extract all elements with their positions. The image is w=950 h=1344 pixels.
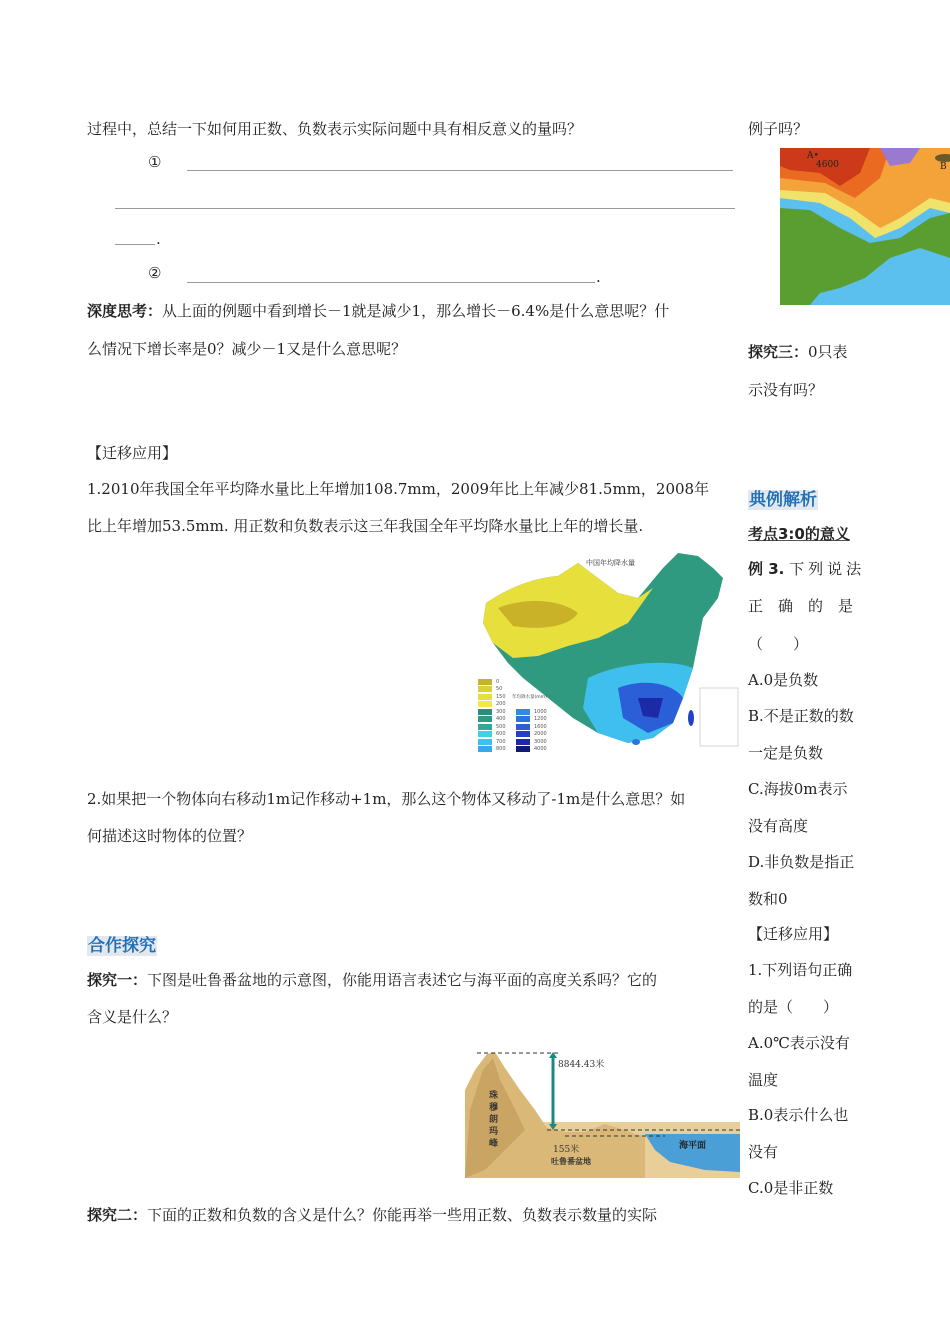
- example-3-line-2: 正 确 的 是: [748, 597, 854, 615]
- explore-2-line-1: [87, 1204, 657, 1225]
- intro-question: 过程中，总结一下如何用正数、负数表示实际问题中具有相反意义的量吗？: [87, 120, 583, 138]
- example-3-answer-paren: （ ）: [748, 635, 809, 653]
- ex3-option-line: A.0是负数: [748, 671, 819, 689]
- sea-level-label: 海平面: [679, 1141, 707, 1151]
- point-a-value: 4600: [816, 160, 839, 170]
- blank1-period: .: [156, 230, 161, 248]
- topographic-map: [780, 148, 950, 305]
- legend-item: 50: [478, 686, 506, 694]
- explore-1-line-1: [87, 969, 657, 990]
- rain-map-title: 中国年均降水量: [586, 559, 635, 567]
- peak-label: 珠穆朗玛峰: [489, 1091, 499, 1149]
- transfer-q1-line-1: 1.下列语句正确: [748, 961, 853, 979]
- example-question-tail: 例子吗？: [748, 120, 809, 138]
- ex3-option-line: 数和0: [748, 890, 788, 908]
- legend-item: 400: [478, 716, 506, 724]
- question-2-line-2: 何描述这时物体的位置？: [87, 827, 253, 845]
- legend-item: 300: [478, 708, 506, 716]
- examples-heading: [748, 485, 818, 510]
- explore-1-label: 探究一：: [87, 971, 148, 989]
- deep-think-line-2: 么情况下增长率是0？减少－1又是什么意思呢？: [87, 340, 407, 358]
- turpan-elevation-figure: [465, 1050, 740, 1178]
- t1-option-line: B.0表示什么也: [748, 1106, 849, 1124]
- topic-heading: [748, 523, 850, 544]
- explore-2-label: 探究二：: [87, 1206, 148, 1224]
- explore-2-text-1: 下面的正数和负数的含义是什么？你能再举一些用正数、负数表示数量的实际: [147, 1206, 658, 1224]
- right-transfer-heading: 【迁移应用】: [748, 925, 839, 943]
- t1-option-line: C.0是非正数: [748, 1179, 834, 1197]
- explore-3-line-1: [748, 341, 848, 362]
- ex3-option-line: 一定是负数: [748, 744, 824, 762]
- basin-depth-label: 155米: [553, 1145, 580, 1155]
- blank1-marker: ①: [148, 153, 162, 171]
- ex3-option-line: 没有高度: [748, 817, 809, 835]
- topo-map-shape: [780, 148, 950, 305]
- t1-option-line: A.0℃表示没有: [748, 1034, 850, 1052]
- transfer-q1-line-2: 的是（ ）: [748, 998, 839, 1016]
- legend-item: 200: [478, 701, 506, 709]
- point-b-label: B: [940, 162, 947, 172]
- question-1-line-1: 1.2010年我国全年平均降水量比上年增加108.7mm，2009年比上年减少81.5mm，2008年: [87, 480, 710, 498]
- point-a-label: A•: [807, 151, 819, 161]
- explore-3-line-2: 示没有吗？: [748, 381, 824, 399]
- legend-item: 0: [478, 678, 506, 686]
- explore-3-label: 探究三：: [748, 343, 809, 361]
- topic-heading-text: 考点3:0的意义: [748, 525, 850, 543]
- question-1-line-2: 比上年增加53.5mm. 用正数和负数表示这三年我国全年平均降水量比上年的增长量.: [87, 517, 644, 535]
- coop-heading-text: 合作探究: [88, 936, 156, 956]
- legend-item: 600: [478, 731, 506, 739]
- legend-item: 700: [478, 738, 506, 746]
- t1-option-line: 温度: [748, 1071, 779, 1089]
- blank2-period: .: [596, 268, 601, 286]
- blank2-marker: ②: [148, 264, 162, 282]
- legend-item: 2000: [516, 731, 547, 739]
- peak-height-label: 8844.43米: [558, 1060, 605, 1070]
- t1-option-line: 没有: [748, 1143, 779, 1161]
- legend-item: 800: [478, 746, 506, 754]
- deep-think-label: 深度思考：: [87, 302, 163, 320]
- answer-blank-1b[interactable]: [115, 208, 735, 209]
- ex3-option-line: D.非负数是指正: [748, 853, 855, 871]
- answer-blank-2[interactable]: [187, 282, 595, 283]
- legend-item: 3000: [516, 738, 547, 746]
- deep-think-line-1: [87, 300, 669, 321]
- legend-item: 4000: [516, 746, 547, 754]
- legend-item: 150: [478, 693, 506, 701]
- question-2-line-1: 2.如果把一个物体向右移动1m记作移动+1m，那么这个物体又移动了-1m是什么意思？如: [87, 790, 686, 808]
- answer-blank-1a[interactable]: [187, 170, 733, 171]
- legend-item: 500: [478, 723, 506, 731]
- ex3-option-line: B.不是正数的数: [748, 707, 854, 725]
- basin-label: 吐鲁番盆地: [551, 1156, 591, 1166]
- legend-item: 1200: [516, 716, 547, 724]
- legend-item: 1600: [516, 723, 547, 731]
- coop-explore-heading: [87, 931, 157, 956]
- legend-item: 1000: [516, 708, 547, 716]
- rain-legend-left: [478, 678, 506, 753]
- china-rainfall-map: [478, 548, 740, 753]
- transfer-heading: 【迁移应用】: [87, 444, 178, 462]
- explore-1-text-1: 下图是吐鲁番盆地的示意图，你能用语言表述它与海平面的高度关系吗？它的: [147, 971, 658, 989]
- examples-heading-text: 典例解析: [749, 490, 817, 510]
- explore-3-text-1: 0只表: [808, 343, 848, 361]
- explore-1-line-2: 含义是什么？: [87, 1008, 178, 1026]
- deep-think-text-1: 从上面的例题中看到增长－1就是减少1，那么增长－6.4%是什么意思呢？什: [162, 302, 670, 320]
- rain-legend-title: 年均降水量(mm): [512, 695, 547, 700]
- rain-legend-right: [516, 708, 547, 753]
- answer-blank-1c[interactable]: [115, 244, 155, 245]
- ex3-option-line: C.海拔0m表示: [748, 780, 848, 798]
- example-3-label: 例 3.: [748, 560, 785, 578]
- example-3-line-1: [748, 558, 865, 579]
- example-3-text-1: 下列说法: [789, 560, 866, 578]
